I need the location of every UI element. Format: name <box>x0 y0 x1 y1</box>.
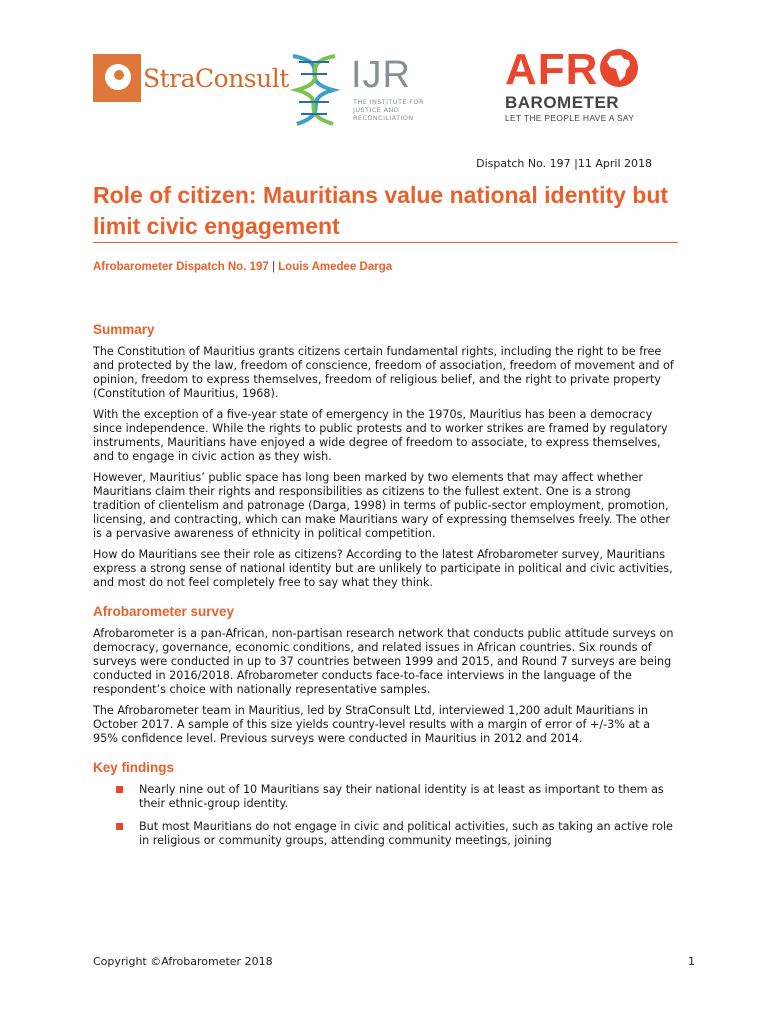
square-bullet-icon <box>116 786 123 793</box>
byline-dispatch: Afrobarometer Dispatch No. 197 <box>93 261 269 273</box>
page-footer <box>93 955 695 968</box>
afro-slogan: LET THE PEOPLE HAVE A SAY <box>505 113 635 123</box>
finding-text: Nearly nine out of 10 Mauritians say their national identity is at least as important to them as their ethnic-group identity. <box>139 783 664 810</box>
page-number: 1 <box>688 955 695 968</box>
summary-paragraph: The Constitution of Mauritius grants citizens certain fundamental rights, including the right to be free and protected by the law, freedom of conscience, freedom of association, freedom of movement and of opinion, freedom to express themselves, freedom of religious belief, and the right to private property (Constitution of Mauritius, 1968). <box>93 345 674 400</box>
list-item <box>93 820 678 848</box>
afro-logo-barometer: BAROMETER <box>505 93 620 112</box>
ijr-logo-text: IJR <box>351 54 411 96</box>
findings-heading: Key findings <box>93 760 175 775</box>
logo-row <box>93 45 673 130</box>
summary-paragraph: However, Mauritius’ public space has long been marked by two elements that may affect whether Mauritians claim their rights and responsibilities as citizens to the fullest extent. One is a strong tradition of clientelism and patronage (Darga, 1998) in terms of public-sector employment, promotion, licensing, and contracting, which can make Mauritians wary of expressing themselves freely. The other is a pervasive awareness of ethnicity in political competition. <box>93 471 670 540</box>
dispatch-info: Dispatch No. 197 |11 April 2018 <box>476 157 652 170</box>
straconsult-logo <box>93 54 289 102</box>
summary-paragraph: How do Mauritians see their role as citizens? According to the latest Afrobarometer survey, Mauritians express a strong sense of national identity but are unlikely to participate in political and civic activities, and most do not feel completely free to say what they think. <box>93 548 673 589</box>
helix-icon <box>285 50 347 128</box>
title-divider <box>93 242 678 243</box>
afro-logo-word: AFR <box>505 48 675 92</box>
findings-section <box>93 760 678 848</box>
africa-map-icon <box>600 49 638 87</box>
byline-author: Louis Amedee Darga <box>278 261 393 273</box>
square-bullet-icon <box>116 823 123 830</box>
finding-text: But most Mauritians do not engage in civic and political activities, such as taking an active role in religious or community groups, attending community meetings, joining <box>139 820 673 847</box>
list-item <box>93 783 678 811</box>
page-title: Role of citizen: Mauritians value national identity but limit civic engagement <box>93 182 669 239</box>
byline <box>93 261 392 273</box>
afrobarometer-logo <box>505 45 675 123</box>
survey-paragraph: The Afrobarometer team in Mauritius, led by StraConsult Ltd, interviewed 1,200 adult Mauritians in October 2017. A sample of this size yields country-level results with a margin of error of +/-3% at a 95% confidence level. Previous surveys were conducted in Mauritius in 2012 and 2014. <box>93 704 651 745</box>
survey-heading: Afrobarometer survey <box>93 604 235 619</box>
straconsult-mark-icon <box>93 54 141 102</box>
main-content <box>93 322 678 857</box>
summary-heading: Summary <box>93 322 155 337</box>
byline-separator: | <box>271 261 275 273</box>
ijr-subtitle: THE INSTITUTE FOR JUSTICE AND RECONCILIATION <box>353 98 424 122</box>
straconsult-logo-text: StraConsult <box>143 63 289 93</box>
summary-paragraph: With the exception of a five-year state of emergency in the 1970s, Mauritius has been a democracy since independence. While the rights to public protests and to worker strikes are framed by regulatory instruments, Mauritians have enjoyed a wide degree of freedom to associate, to express themselves, and to engage in civic action as they wish. <box>93 408 668 463</box>
copyright: Copyright ©Afrobarometer 2018 <box>93 955 273 968</box>
summary-section <box>93 322 678 590</box>
survey-section <box>93 604 678 746</box>
survey-paragraph: Afrobarometer is a pan-African, non-partisan research network that conducts public attitude surveys on democracy, governance, economic conditions, and related issues in African countries. Six rounds of surveys were conducted in up to 37 countries between 1999 and 2015, and Round 7 surveys are being conducted in 2016/2018. Afrobarometer conducts face-to-face interviews in the language of the respondent’s choice with nationally representative samples. <box>93 627 674 696</box>
findings-list <box>93 783 678 848</box>
